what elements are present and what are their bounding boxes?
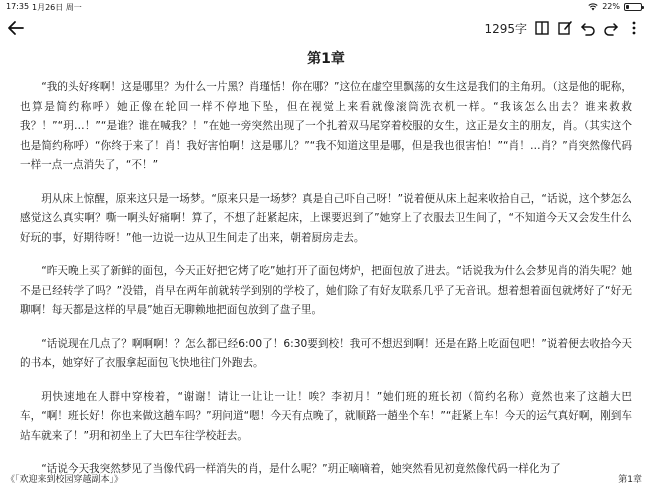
- undo-icon[interactable]: [580, 20, 596, 36]
- reader-toolbar: [0, 14, 650, 44]
- redo-icon[interactable]: [603, 20, 619, 36]
- paragraph: “昨天晚上买了新鲜的面包，今天正好把它烤了吃”她打开了面包烤炉，把面包放了进去。“话说我为什么会梦见肖的消失呢？她不是已经转学了吗？”没错，肖早在两年前就转学到别的学校了，她们除了有好友联系几乎了无音讯。想着想着面包就烤好了“好无聊啊！每天都是这样的早晨”她百无聊赖地把面包放到了盘子里。: [20, 265, 632, 316]
- status-bar: [0, 0, 650, 14]
- chapter-title: 第1章: [307, 51, 345, 67]
- toolbar-actions: [484, 18, 642, 38]
- paragraph: 玥从床上惊醒，原来这只是一场梦。“原来只是一场梦？真是自己吓自己呀！”说着便从床上起来收拾自己，“话说，这个梦怎么感觉这么真实啊？嘶一啊头好痛啊！算了，不想了赶紧起床，上课要迟到了”她穿上了衣服去卫生间了，“不知道今天又会发生什么好玩的事，好期待呀！”他一边说一边从卫生间走了出来，朝着厨房走去。: [20, 192, 632, 244]
- reader-footer: [0, 468, 650, 488]
- battery-percent: 22%: [602, 2, 620, 11]
- paragraph: “话说今天我突然梦见了当像代码一样消失的肖，是什么呢？”玥正嘀嘀着，她突然看见初竟然像代码一样化为了: [41, 463, 561, 475]
- reader-content: [20, 44, 632, 475]
- status-time: 17:35: [6, 2, 30, 11]
- battery-icon: [624, 3, 642, 11]
- status-date: 1月26日 周一: [32, 3, 82, 12]
- book-toc-icon[interactable]: [534, 20, 550, 36]
- footer-chapter: 第1章: [618, 475, 642, 485]
- back-arrow-icon[interactable]: [6, 18, 26, 38]
- book-title: 《「欢迎来到校园穿越副本」》: [6, 475, 124, 485]
- word-count: 1295字: [484, 21, 527, 36]
- wifi-icon: [588, 3, 598, 11]
- paragraph: “我的头好疼啊！这是哪里？为什么一片黑？肖瑾恬！你在哪？”这位在虚空里飘荡的女生这是我们的主角玥。（这是他的昵称，也算是简约称呼）她正像在轮回一样不停地下坠，但在视觉上来看就像滚筒洗衣机一样。“我该怎么出去？谁来救救我？！”“玥…！”“是谁？谁在喊我？！”在她一旁突然出现了一个扎着双马尾穿着校服的女生，这正是女主的朋友，肖。（其实这个也是简约称呼）“你终于来了！肖！我好害怕啊！这是哪儿？”“我不知道这里是哪，但是我也很害怕！”“肖！…肖？”肖突然像代码一样一点一点消失了，“不！”: [20, 81, 632, 171]
- paragraph: 玥快速地在人群中穿梭着，“谢谢！请让一让让一让！唉？李初月！”她们班的班长初（简约名称）竟然也来了这趟大巴车，“啊！班长好！你也来做这趟车吗？”玥问道“嗯！今天有点晚了，就顺路一趟坐个车！”“赶紧上车！今天的运气真好啊，刚到车站车就来了！”玥和初坐上了大巴车往学校赶去。: [20, 390, 632, 442]
- more-icon[interactable]: [626, 20, 642, 36]
- status-right: [588, 2, 642, 11]
- edit-icon[interactable]: [557, 20, 573, 36]
- paragraph: “话说现在几点了？啊啊啊！？怎么都已经6:00了！6:30要到校！我可不想迟到啊！还是在路上吃面包吧！”说着便去收拾今天的书本，她穿好了衣服拿起面包飞快地往门外跑去。: [20, 337, 632, 369]
